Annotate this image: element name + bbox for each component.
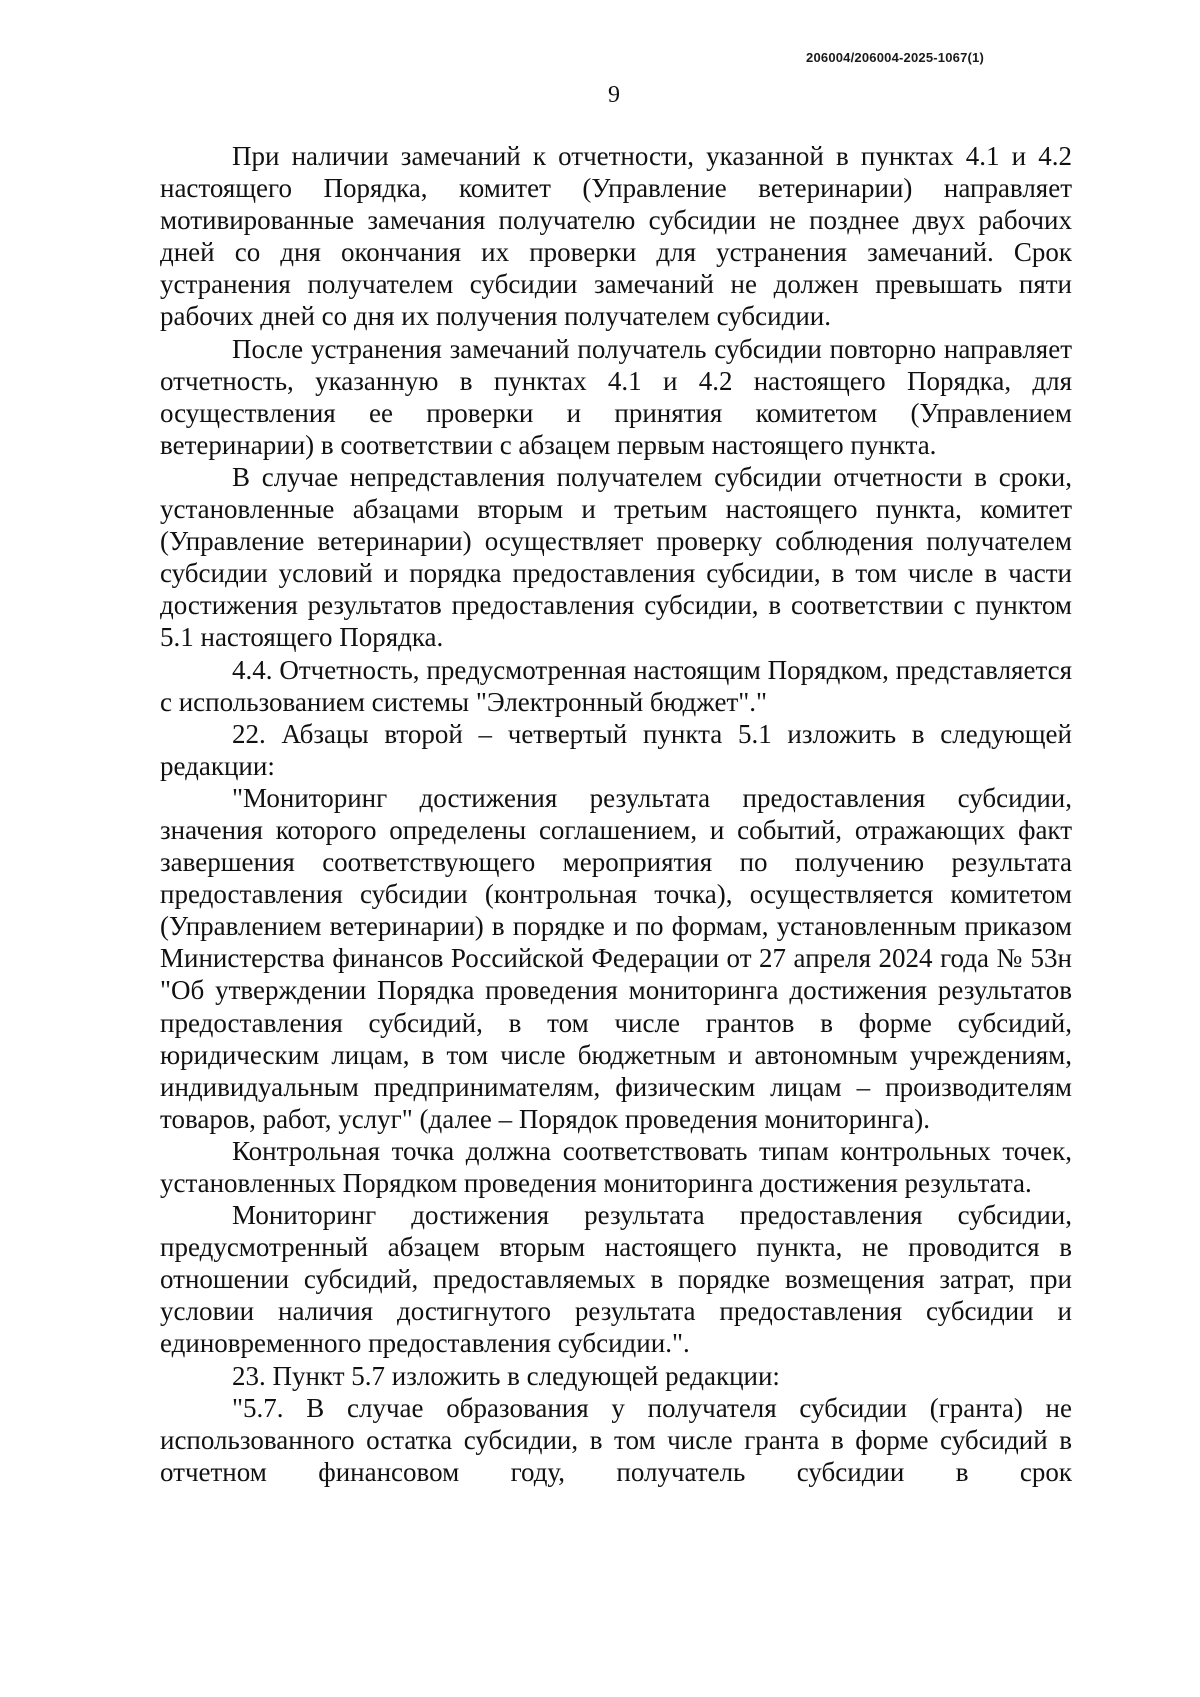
paragraph-clause-4-4: 4.4. Отчетность, предусмотренная настоящим Порядком, представляется с использованием системы "Электронный бюджет"."	[160, 654, 1072, 717]
paragraph-clause-5-7: "5.7. В случае образования у получателя субсидии (гранта) не использованного остатка субсидии, в том числе гранта в форме субсидий в отчетном финансовом году, получатель субсидии в срок	[160, 1392, 1072, 1487]
paragraph-item-22: 22. Абзацы второй – четвертый пункта 5.1 изложить в следующей редакции:	[160, 718, 1072, 781]
paragraph-resubmission-of-reporting: После устранения замечаний получатель субсидии повторно направляет отчетность, указанную в пунктах 4.1 и 4.2 настоящего Порядка, для осуществления ее проверки и принятия комитетом (Управлением ветеринарии) в соответствии с абзацем первым настоящего пункта.	[160, 333, 1072, 460]
document-registration-number: 206004/206004-2025-1067(1)	[806, 50, 984, 65]
paragraph-item-23: 23. Пункт 5.7 изложить в следующей редакции:	[232, 1360, 780, 1391]
document-body	[160, 140, 1072, 1488]
paragraph-monitoring-procedure: "Мониторинг достижения результата предоставления субсидии, значения которого определены соглашением, и событий, отражающих факт завершения соответствующего мероприятия по получению результата предоставления субсидии (контрольная точка), осуществляется комитетом (Управлением ветеринарии) в порядке и по формам, установленным приказом Министерства финансов Российской Федерации от 27 апреля 2024 года № 53н "Об утверждении Порядка проведения мониторинга достижения результатов предоставления субсидий, в том числе грантов в форме субсидий, юридическим лицам, в том числе бюджетным и автономным учреждениям, индивидуальным предпринимателям, физическим лицам – производителям товаров, работ, услуг" (далее – Порядок проведения мониторинга).	[160, 782, 1072, 1134]
paragraph-non-submission-of-reporting: В случае непредставления получателем субсидии отчетности в сроки, установленные абзацами вторым и третьим настоящего пункта, комитет (Управление ветеринарии) осуществляет проверку соблюдения получателем субсидии условий и порядка предоставления субсидии, в том числе в части достижения результатов предоставления субсидии, в соответствии с пунктом 5.1 настоящего Порядка.	[160, 461, 1072, 653]
page-number: 9	[608, 82, 620, 108]
paragraph-remarks-on-reporting: При наличии замечаний к отчетности, указанной в пунктах 4.1 и 4.2 настоящего Порядка, комитет (Управление ветеринарии) направляет мотивированные замечания получателю субсидии не позднее двух рабочих дней со дня окончания их проверки для устранения замечаний. Срок устранения получателем субсидии замечаний не должен превышать пяти рабочих дней со дня их получения получателем субсидии.	[160, 141, 1072, 332]
paragraph-monitoring-exemption: Мониторинг достижения результата предоставления субсидии, предусмотренный абзацем вторым настоящего пункта, не проводится в отношении субсидий, предоставляемых в порядке возмещения затрат, при условии наличия достигнутого результата предоставления субсидии и единовременного предоставления субсидии.".	[160, 1200, 1072, 1359]
paragraph-control-point-types: Контрольная точка должна соответствовать типам контрольных точек, установленных Порядком проведения мониторинга достижения результата.	[160, 1135, 1072, 1198]
